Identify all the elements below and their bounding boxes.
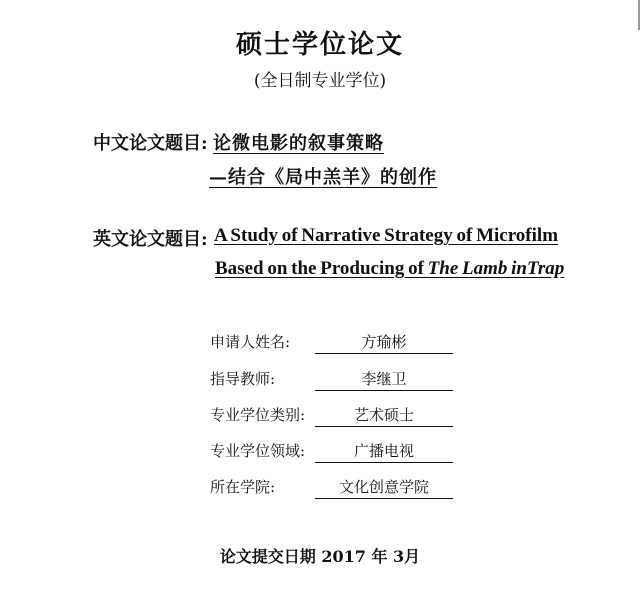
- chinese-title-label: 中文论文题目:: [93, 133, 208, 154]
- thesis-type-title: 硕士学位论文: [235, 30, 404, 60]
- chinese-title-line1: 论微电影的叙事策略: [213, 133, 384, 154]
- applicant-label: 申请人姓名:: [210, 333, 291, 351]
- submission-date: 论文提交日期 2017 年 3月: [219, 547, 421, 566]
- applicant-value: 方瑜彬: [315, 331, 453, 354]
- chinese-title-line2: —结合《局中羔羊》的创作: [209, 167, 437, 188]
- category-value: 艺术硕士: [315, 404, 453, 427]
- field-value: 广播电视: [315, 440, 453, 463]
- college-label: 所在学院:: [210, 478, 276, 496]
- college-value: 文化创意学院: [315, 476, 453, 499]
- english-title-line1: A Study of Narrative Strategy of Microfilm: [214, 225, 559, 246]
- advisor-value: 李继卫: [315, 368, 453, 391]
- advisor-label: 指导教师:: [210, 370, 276, 388]
- english-title-line2: [215, 258, 564, 280]
- category-label: 专业学位类别:: [210, 406, 306, 424]
- film-title-italic: The Lamb inTrap: [427, 258, 565, 279]
- degree-type-subtitle: (全日制专业学位): [253, 71, 387, 91]
- english-title-label: 英文论文题目:: [93, 229, 208, 250]
- english-title-line2-prefix: Based on the Producing of: [215, 258, 428, 279]
- field-label: 专业学位领域:: [210, 442, 306, 460]
